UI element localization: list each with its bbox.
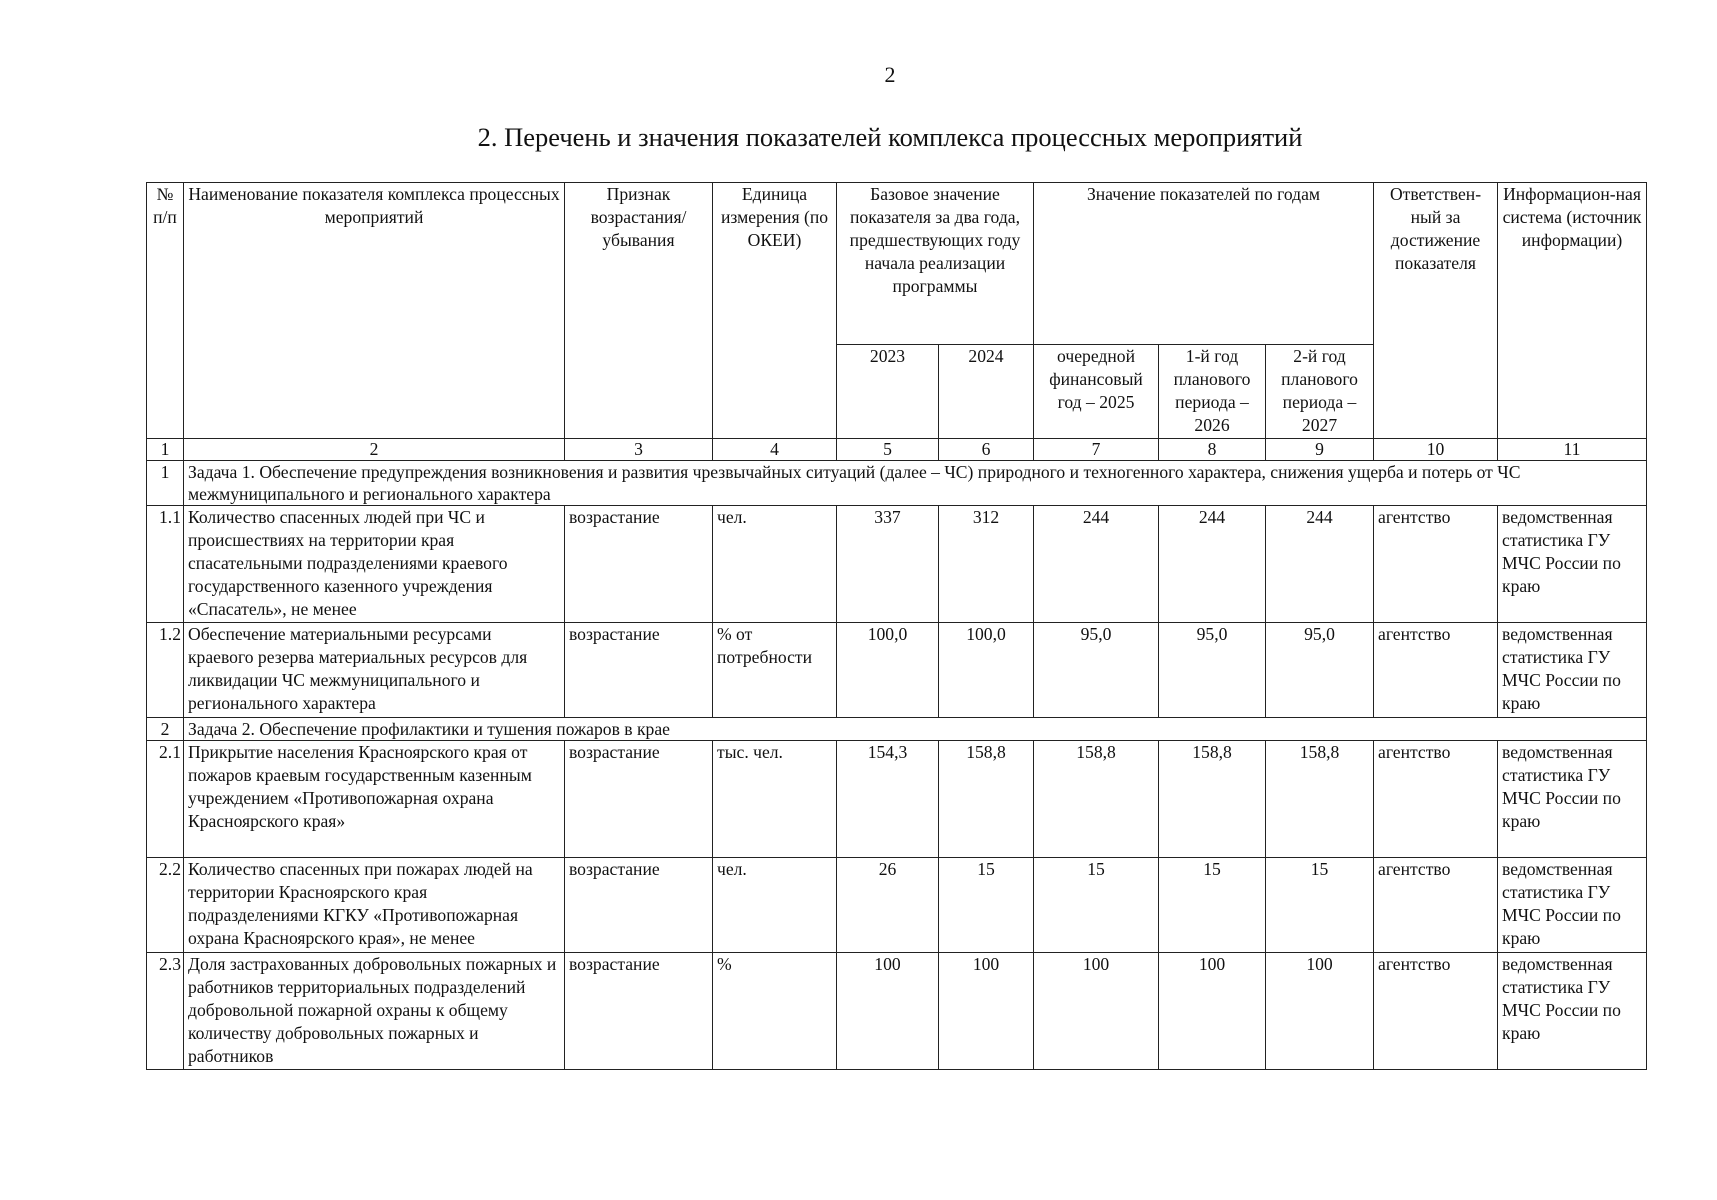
value-2027: 244 xyxy=(1266,506,1374,623)
column-number: 11 xyxy=(1498,439,1647,461)
indicator-info-source: ведомственная статистика ГУ МЧС России по краю xyxy=(1498,953,1647,1070)
value-2026: 95,0 xyxy=(1159,623,1266,718)
column-numbers-row xyxy=(147,439,1647,461)
value-2025: 244 xyxy=(1034,506,1159,623)
value-2025: 158,8 xyxy=(1034,741,1159,858)
column-number: 9 xyxy=(1266,439,1374,461)
indicator-name: Обеспечение материальными ресурсами краевого резерва материальных ресурсов для ликвидации ЧС межмуниципального и регионального характера xyxy=(184,623,565,718)
indicator-responsible: агентство xyxy=(1374,858,1498,953)
indicators-table xyxy=(146,182,1647,1070)
value-2023: 100 xyxy=(837,953,939,1070)
indicator-sign: возрастание xyxy=(565,506,713,623)
value-2027: 100 xyxy=(1266,953,1374,1070)
indicator-sign: возрастание xyxy=(565,858,713,953)
indicator-name: Количество спасенных при пожарах людей на территории Красноярского края подразделениями КГКУ «Противопожарная охрана Красноярского края», не менее xyxy=(184,858,565,953)
header-year-2023: 2023 xyxy=(837,345,939,439)
indicator-row xyxy=(147,623,1647,718)
indicator-name: Доля застрахованных добровольных пожарных и работников территориальных подразделений добровольной пожарной охраны к общему количеству добровольных пожарных и работников xyxy=(184,953,565,1070)
indicator-sign: возрастание xyxy=(565,953,713,1070)
column-number: 8 xyxy=(1159,439,1266,461)
value-2023: 337 xyxy=(837,506,939,623)
task-title: Задача 1. Обеспечение предупреждения возникновения и развития чрезвычайных ситуаций (далее – ЧС) природного и техногенного характера, снижения ущерба и потерь от ЧС межмуниципального и регионального характера xyxy=(184,461,1647,506)
header-years-group: Значение показателей по годам xyxy=(1034,183,1374,345)
indicator-sign: возрастание xyxy=(565,741,713,858)
value-2024: 100 xyxy=(939,953,1034,1070)
header-name: Наименование показателя комплекса процессных мероприятий xyxy=(184,183,565,439)
indicator-number: 2.3 xyxy=(147,953,184,1070)
value-2024: 158,8 xyxy=(939,741,1034,858)
page-number: 2 xyxy=(884,62,896,87)
page-title: 2. Перечень и значения показателей комплекса процессных мероприятий xyxy=(477,122,1303,152)
column-number: 2 xyxy=(184,439,565,461)
header-year-2026: 1-й год планового периода – 2026 xyxy=(1159,345,1266,439)
indicator-name: Прикрытие населения Красноярского края от пожаров краевым государственным казенным учреждением «Противопожарная охрана Красноярского края» xyxy=(184,741,565,858)
value-2023: 154,3 xyxy=(837,741,939,858)
indicator-unit: чел. xyxy=(713,858,837,953)
indicator-info-source: ведомственная статистика ГУ МЧС России по краю xyxy=(1498,858,1647,953)
column-number: 4 xyxy=(713,439,837,461)
indicator-responsible: агентство xyxy=(1374,953,1498,1070)
indicator-sign: возрастание xyxy=(565,623,713,718)
indicator-responsible: агентство xyxy=(1374,506,1498,623)
value-2023: 26 xyxy=(837,858,939,953)
value-2027: 95,0 xyxy=(1266,623,1374,718)
indicator-number: 2.2 xyxy=(147,858,184,953)
value-2023: 100,0 xyxy=(837,623,939,718)
indicator-unit: % от потребности xyxy=(713,623,837,718)
value-2027: 158,8 xyxy=(1266,741,1374,858)
indicator-number: 2.1 xyxy=(147,741,184,858)
header-responsible: Ответствен-ный за достижение показателя xyxy=(1374,183,1498,439)
column-number: 5 xyxy=(837,439,939,461)
indicator-responsible: агентство xyxy=(1374,623,1498,718)
indicator-unit: чел. xyxy=(713,506,837,623)
column-number: 10 xyxy=(1374,439,1498,461)
indicator-unit: % xyxy=(713,953,837,1070)
indicator-number: 1.1 xyxy=(147,506,184,623)
indicator-responsible: агентство xyxy=(1374,741,1498,858)
indicator-unit: тыс. чел. xyxy=(713,741,837,858)
indicator-info-source: ведомственная статистика ГУ МЧС России по краю xyxy=(1498,741,1647,858)
header-unit: Единица измерения (по ОКЕИ) xyxy=(713,183,837,439)
column-number: 3 xyxy=(565,439,713,461)
indicator-row xyxy=(147,506,1647,623)
task-title: Задача 2. Обеспечение профилактики и тушения пожаров в крае xyxy=(184,718,1647,741)
indicator-number: 1.2 xyxy=(147,623,184,718)
header-year-2024: 2024 xyxy=(939,345,1034,439)
value-2025: 100 xyxy=(1034,953,1159,1070)
header-base: Базовое значение показателя за два года, предшествующих году начала реализации программы xyxy=(837,183,1034,345)
value-2024: 15 xyxy=(939,858,1034,953)
value-2024: 312 xyxy=(939,506,1034,623)
indicator-name: Количество спасенных людей при ЧС и происшествиях на территории края спасательными подразделениями краевого государственного казенного учреждения «Спасатель», не менее xyxy=(184,506,565,623)
indicator-row xyxy=(147,858,1647,953)
column-number: 7 xyxy=(1034,439,1159,461)
column-number: 6 xyxy=(939,439,1034,461)
indicator-row xyxy=(147,741,1647,858)
value-2026: 158,8 xyxy=(1159,741,1266,858)
header-sign: Признак возрастания/ убывания xyxy=(565,183,713,439)
column-number: 1 xyxy=(147,439,184,461)
task-number: 1 xyxy=(147,461,184,506)
value-2026: 100 xyxy=(1159,953,1266,1070)
value-2026: 15 xyxy=(1159,858,1266,953)
task-number: 2 xyxy=(147,718,184,741)
indicator-info-source: ведомственная статистика ГУ МЧС России по краю xyxy=(1498,623,1647,718)
header-year-2027: 2-й год планового периода – 2027 xyxy=(1266,345,1374,439)
header-num: № п/п xyxy=(147,183,184,439)
value-2025: 95,0 xyxy=(1034,623,1159,718)
value-2024: 100,0 xyxy=(939,623,1034,718)
header-year-2025: очередной финансовый год – 2025 xyxy=(1034,345,1159,439)
indicator-info-source: ведомственная статистика ГУ МЧС России по краю xyxy=(1498,506,1647,623)
value-2026: 244 xyxy=(1159,506,1266,623)
task-row xyxy=(147,718,1647,741)
header-info: Информацион-ная система (источник информации) xyxy=(1498,183,1647,439)
indicator-row xyxy=(147,953,1647,1070)
value-2027: 15 xyxy=(1266,858,1374,953)
value-2025: 15 xyxy=(1034,858,1159,953)
task-row xyxy=(147,461,1647,506)
